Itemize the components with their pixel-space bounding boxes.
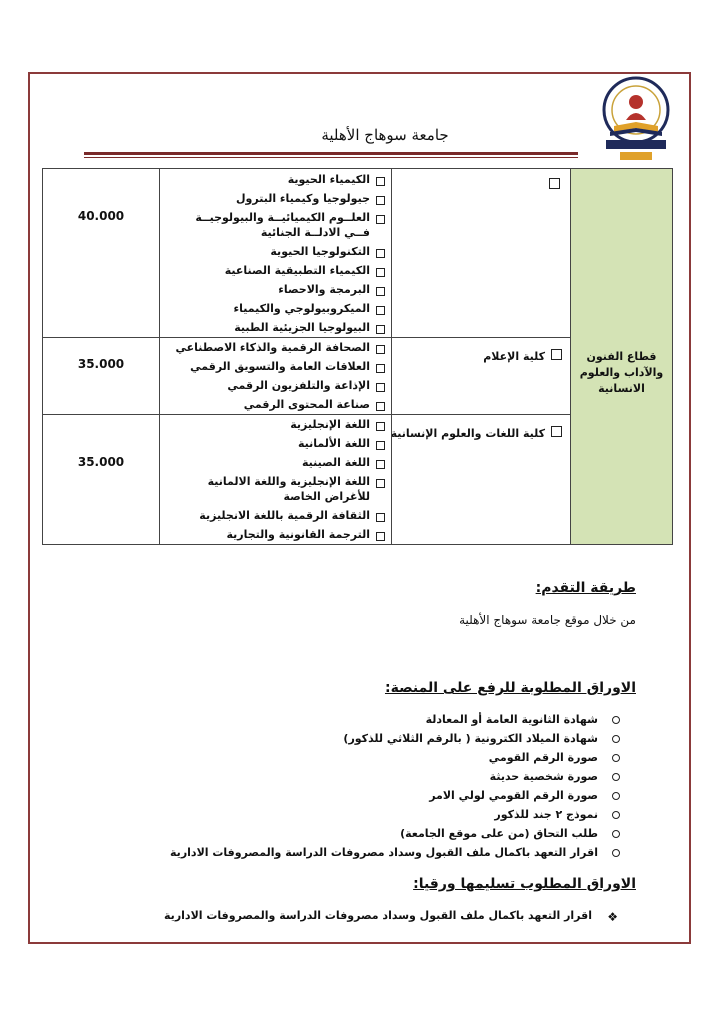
program-item[interactable]: الإذاعة والتلفزيون الرقمي [166,378,385,393]
list-item: شهادة الثانوية العامة أو المعادلة [170,710,620,729]
fee-value: 35.000 [77,455,125,469]
list-item: صورة الرقم القومي لولي الامر [170,786,620,805]
list-item: اقرار التعهد باكمال ملف القبول وسداد مصروفات الدراسة والمصروفات الادارية [164,909,592,922]
college-checkbox[interactable] [551,426,562,437]
program-checkbox[interactable] [376,460,385,469]
university-logo [592,76,680,168]
program-item[interactable]: جيولوجيا وكيمياء البترول [166,191,385,206]
college-item[interactable]: كلية الإعلام [483,346,562,363]
program-item[interactable]: الصحافة الرقمية والذكاء الاصطناعي [166,340,385,355]
programs-table [42,168,673,545]
application-heading: طريقة التقدم: [535,580,636,596]
bullet-icon [612,811,620,819]
college-checkbox[interactable] [551,349,562,360]
title-rule [84,152,578,155]
program-item[interactable]: البيولوجيا الجزيئية الطبية [166,320,385,335]
program-item[interactable]: الكيمياء التطبيقية الصناعية [166,263,385,278]
programs-cell [159,168,392,338]
program-checkbox[interactable] [376,383,385,392]
program-item[interactable]: اللغة الإنجليزية واللغة الالمانية للأغراض الخاصة [166,474,385,504]
programs-cell [159,337,392,415]
program-item[interactable]: صناعة المحتوى الرقمي [166,397,385,412]
program-checkbox[interactable] [376,287,385,296]
program-checkbox[interactable] [376,177,385,186]
program-item[interactable]: اللغة الإنجليزية [166,417,385,432]
fee-cell [42,168,160,338]
program-item[interactable]: التكنولوجيا الحيوية [166,244,385,259]
bullet-icon [612,754,620,762]
program-checkbox[interactable] [376,364,385,373]
sector-label: قطاع الفنون والآداب والعلوم الانسانية [579,350,664,395]
sector-cell [570,168,673,545]
program-checkbox[interactable] [376,479,385,488]
program-checkbox[interactable] [376,249,385,258]
program-checkbox[interactable] [376,306,385,315]
program-item[interactable]: الترجمة القانونية والتجارية [166,527,385,542]
fee-value: 35.000 [77,357,125,371]
program-item[interactable]: العلاقات العامة والتسويق الرقمي [166,359,385,374]
fee-cell [42,414,160,545]
program-item[interactable]: البرمجة والاحصاء [166,282,385,297]
program-item[interactable]: اللغة الصينية [166,455,385,470]
bullet-icon [612,773,620,781]
program-item[interactable]: الثقافة الرقمية باللغة الانجليزية [166,508,385,523]
list-item: صورة شخصية حديثة [170,767,620,786]
program-checkbox[interactable] [376,422,385,431]
bullet-icon [612,735,620,743]
college-cell [391,168,571,338]
title-rule-thin [84,157,578,158]
list-item: صورة الرقم القومي [170,748,620,767]
application-text: من خلال موقع جامعة سوهاج الأهلية [459,613,636,627]
university-title: جامعة سوهاج الأهلية [321,126,449,144]
list-item: طلب التحاق (من على موقع الجامعة) [170,824,620,843]
program-checkbox[interactable] [376,532,385,541]
bullet-icon [612,830,620,838]
upload-docs-heading: الاوراق المطلوبة للرفع على المنصة: [384,680,636,696]
college-cell [391,337,571,415]
hand-docs-heading: الاوراق المطلوب تسليمها ورقيا: [413,876,636,892]
bullet-icon [612,716,620,724]
list-item: نموذج ٢ جند للذكور [170,805,620,824]
fee-cell [42,337,160,415]
list-item: شهادة الميلاد الكترونية ( بالرقم الثلاثي للذكور) [170,729,620,748]
program-item[interactable]: الكيمياء الحيوية [166,172,385,187]
program-checkbox[interactable] [376,268,385,277]
program-checkbox[interactable] [376,215,385,224]
list-item: اقرار التعهد باكمال ملف القبول وسداد مصروفات الدراسة والمصروفات الادارية [170,843,620,862]
program-item[interactable]: العلــوم الكيميائيــة والبيولوجيــة فــي الادلــة الجنائية [166,210,385,240]
program-checkbox[interactable] [376,345,385,354]
diamond-bullet-icon: ❖ [607,910,618,924]
program-checkbox[interactable] [376,325,385,334]
program-item[interactable]: اللغة الألمانية [166,436,385,451]
bullet-icon [612,792,620,800]
college-checkbox[interactable] [549,178,560,189]
program-checkbox[interactable] [376,441,385,450]
programs-cell [159,414,392,545]
college-item[interactable]: كلية اللغات والعلوم الإنسانية [391,423,562,440]
program-checkbox[interactable] [376,402,385,411]
fee-value: 40.000 [77,209,125,223]
program-checkbox[interactable] [376,196,385,205]
upload-docs-list [170,710,620,862]
college-cell [391,414,571,545]
bullet-icon [612,849,620,857]
program-item[interactable]: الميكروبيولوجي والكيمياء [166,301,385,316]
program-checkbox[interactable] [376,513,385,522]
